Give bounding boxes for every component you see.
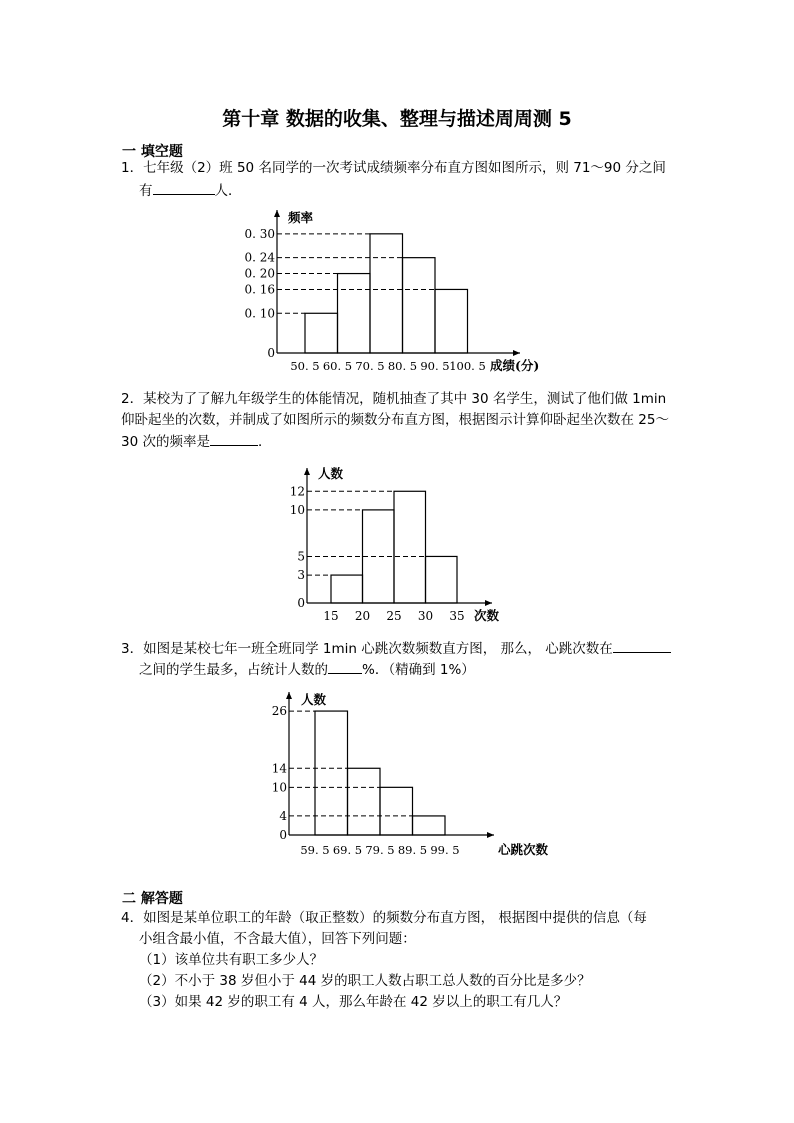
- section-fill-in-blank: 一 填空题: [122, 144, 183, 160]
- y-tick-label: 0: [297, 596, 305, 610]
- y-tick-label: 14: [271, 761, 287, 776]
- q2-line1: 2．某校为了了解九年级学生的体能情况，随机抽查了其中 30 名学生，测试了他们做 1min: [121, 391, 667, 407]
- histogram-bar: [305, 313, 338, 353]
- histogram-bar: [331, 575, 363, 603]
- y-tick-label: 0. 30: [244, 226, 275, 241]
- x-tick-label: 69. 5: [332, 843, 363, 857]
- x-tick-label: 79. 5: [365, 843, 395, 857]
- histogram-bar: [435, 289, 468, 353]
- page-title: 第十章 数据的收集、整理与描述周周测 5: [222, 108, 572, 130]
- x-tick-label: 80. 5: [387, 359, 418, 373]
- y-tick-label: 0. 20: [244, 266, 275, 281]
- y-axis-label: 频率: [288, 210, 314, 225]
- y-tick-label: 12: [289, 484, 305, 499]
- q1-line1: 1．七年级（2）班 50 名同学的一次考试成绩频率分布直方图如图所示，则 71～90 分之间: [121, 160, 666, 176]
- histogram-bar: [394, 491, 426, 603]
- section-answer: 二 解答题: [122, 891, 183, 907]
- q3-line2-post: %．（精确到 1%）: [362, 662, 475, 678]
- x-tick-label: 60. 5: [322, 359, 353, 373]
- q4-line2: 小组含最小值，不含最大值），回答下列问题：: [139, 931, 416, 947]
- x-tick-label: 30: [417, 609, 434, 623]
- q4-line1: 4．如图是某单位职工的年龄（取正整数）的频数分布直方图， 根据图中提供的信息（每: [121, 910, 647, 926]
- q1-line2-post: 人．: [214, 183, 242, 199]
- y-axis-label: 人数: [318, 466, 344, 481]
- x-tick-label: 100. 5: [449, 359, 486, 373]
- q1-line2-pre: 有: [139, 183, 153, 199]
- y-axis-arrow-icon: [274, 210, 280, 217]
- x-tick-label: 35: [449, 609, 465, 623]
- q4-sub2: （2）不小于 38 岁但小于 44 岁的职工人数占职工总人数的百分比是多少？: [139, 973, 591, 989]
- q2-line3-pre: 30 次的频率是: [121, 434, 210, 450]
- y-tick-label: 0. 16: [244, 282, 275, 297]
- histogram-bar: [338, 274, 371, 353]
- x-tick-label: 50. 5: [290, 359, 320, 373]
- x-tick-label: 25: [386, 609, 402, 623]
- q2-line2: 仰卧起坐的次数，并制成了如图所示的频数分布直方图，根据图示计算仰卧起坐次数在 25～: [121, 412, 669, 428]
- y-tick-label: 0. 24: [244, 250, 275, 265]
- histogram-bar: [413, 816, 446, 835]
- y-tick-label: 10: [271, 780, 287, 795]
- y-tick-label: 3: [297, 568, 305, 583]
- histogram-bar: [426, 556, 458, 603]
- x-axis-label: 成绩(分): [490, 358, 540, 373]
- x-tick-label: 99. 5: [430, 843, 460, 857]
- x-axis-arrow-icon: [487, 832, 494, 838]
- y-tick-label: 0: [267, 346, 275, 360]
- x-tick-label: 59. 5: [300, 843, 330, 857]
- y-tick-label: 0. 10: [244, 306, 275, 321]
- x-tick-label: 89. 5: [397, 843, 428, 857]
- y-tick-label: 10: [289, 502, 305, 517]
- q3-line2-pre: 之间的学生最多，占统计人数的: [139, 662, 328, 678]
- x-tick-label: 90. 5: [420, 359, 450, 373]
- x-tick-label: 70. 5: [355, 359, 385, 373]
- histogram-bar: [348, 768, 381, 835]
- y-axis-arrow-icon: [286, 692, 292, 699]
- q4-sub3: （3）如果 42 岁的职工有 4 人，那么年龄在 42 岁以上的职工有几人？: [139, 994, 568, 1010]
- histogram-bar: [370, 234, 403, 353]
- y-tick-label: 0: [279, 828, 287, 842]
- x-axis-arrow-icon: [513, 350, 520, 356]
- x-tick-label: 20: [354, 609, 371, 623]
- x-tick-label: 15: [323, 609, 339, 623]
- histogram-bar: [380, 787, 413, 835]
- x-axis-arrow-icon: [485, 600, 492, 606]
- x-axis-label: 次数: [474, 608, 500, 623]
- q3-line1-pre: 3．如图是某校七年一班全班同学 1min 心跳次数频数直方图， 那么， 心跳次数在: [121, 641, 613, 657]
- y-tick-label: 26: [271, 704, 287, 719]
- y-axis-label: 人数: [301, 692, 327, 707]
- y-tick-label: 4: [279, 808, 287, 823]
- x-axis-label: 心跳次数: [498, 842, 549, 857]
- y-axis-arrow-icon: [304, 468, 310, 475]
- q2-line3-post: ．: [257, 434, 272, 450]
- q4-sub1: （1）该单位共有职工多少人？: [139, 952, 324, 968]
- histogram-bar: [403, 258, 436, 353]
- y-tick-label: 5: [297, 549, 305, 564]
